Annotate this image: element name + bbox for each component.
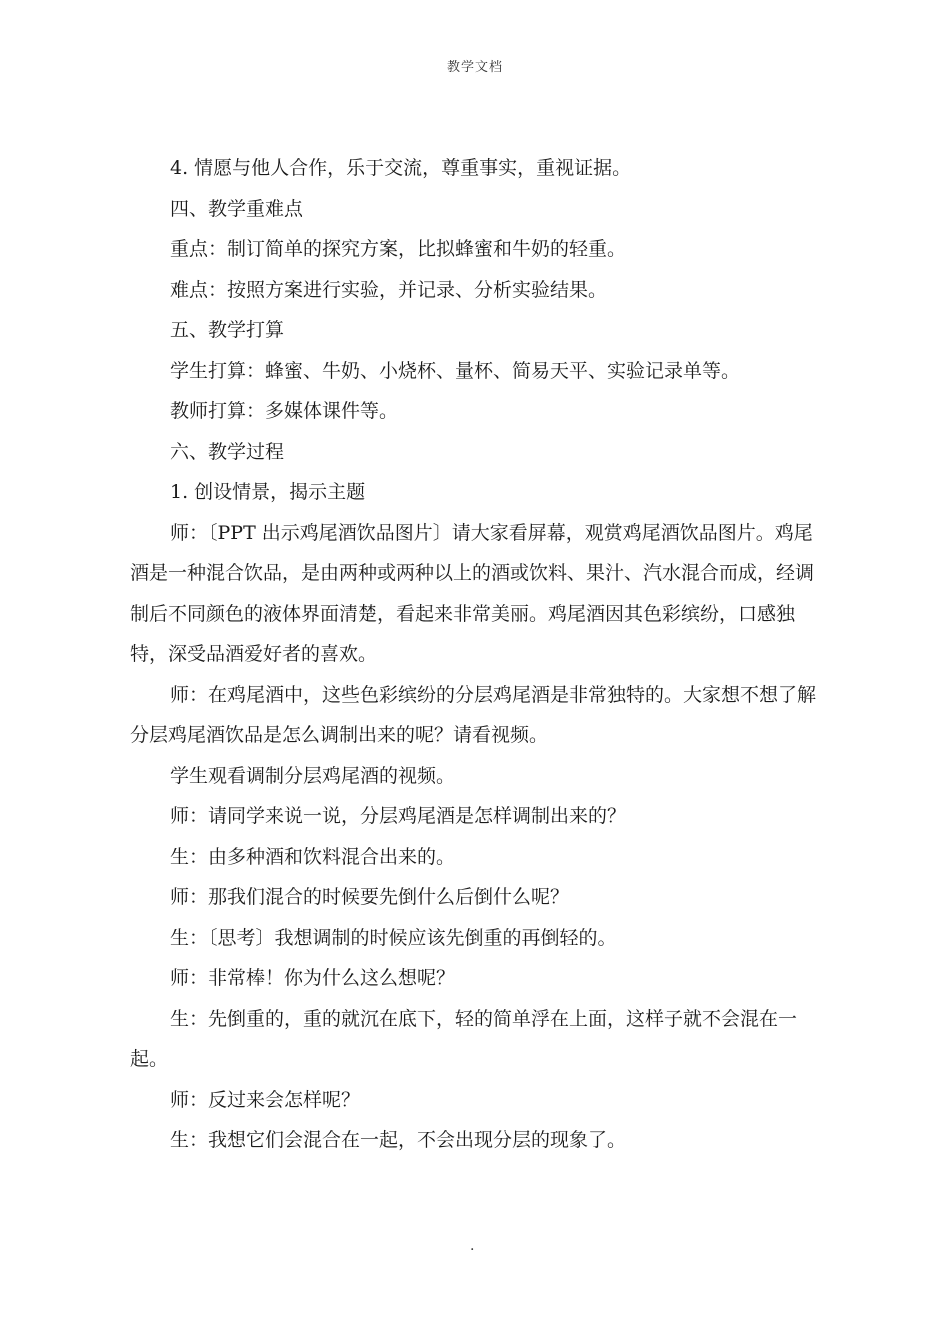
dialogue-line: 生：由多种酒和饮料混合出来的。 (170, 845, 456, 868)
paragraph-student-video: 学生观看调制分层鸡尾酒的视频。 (170, 764, 456, 787)
paragraph-difficulty: 难点：按照方案进行实验，并记录、分析实验结果。 (170, 278, 608, 301)
page-header: 教学文档 (446, 60, 503, 75)
paragraph-student-preparation: 学生打算：蜂蜜、牛奶、小烧杯、量杯、简易天平、实验记录单等。 (170, 359, 741, 382)
dialogue-line: 生：先倒重的，重的就沉在底下，轻的简单浮在上面，这样子就不会混在一起。 (130, 1007, 798, 1070)
dialogue-line: 生：我想它们会混合在一起，不会出现分层的现象了。 (170, 1129, 627, 1151)
dialogue-line: 生：〔思考〕我想调制的时候应该先倒重的再倒轻的。 (170, 926, 617, 949)
dialogue-line: 师：请同学来说一说，分层鸡尾酒是怎样调制出来的？ (170, 805, 627, 827)
section-heading-key-points: 四、教学重难点 (170, 197, 304, 220)
section-heading-process: 六、教学过程 (170, 440, 285, 463)
section-heading-preparation: 五、教学打算 (170, 319, 285, 341)
paragraph-teacher-preparation: 教师打算：多媒体课件等。 (170, 400, 399, 422)
paragraph-key-point: 重点：制订简单的探究方案，比拟蜂蜜和牛奶的轻重。 (170, 238, 627, 260)
subheading-scenario: 1. 创设情景，揭示主题 (170, 481, 366, 503)
dialogue-line: 师：反过来会怎样呢？ (170, 1088, 361, 1111)
paragraph-teacher-question: 师：在鸡尾酒中，这些色彩缤纷的分层鸡尾酒是非常独特的。大家想不想了解分层鸡尾酒饮品是怎么调制出来的呢？请看视频。 (130, 683, 817, 746)
page-footer: . (470, 1238, 475, 1254)
paragraph-objective-4: 4. 情愿与他人合作，乐于交流，尊重事实，重视证据。 (170, 157, 632, 179)
dialogue-line: 师：那我们混合的时候要先倒什么后倒什么呢？ (170, 886, 570, 908)
paragraph-teacher-intro: 师：〔PPT 出示鸡尾酒饮品图片〕请大家看屏幕，观赏鸡尾酒饮品图片。鸡尾酒是一种混合饮品，是由两种或两种以上的酒或饮料、果汁、汽水混合而成，经调制后不同颜色的液体界面清楚，看起来非常美丽。鸡尾酒因其色彩缤纷，口感独特，深受品酒爱好者的喜欢。 (130, 521, 815, 665)
document-body (130, 148, 830, 1161)
dialogue-line: 师：非常棒！你为什么这么想呢？ (170, 967, 456, 989)
